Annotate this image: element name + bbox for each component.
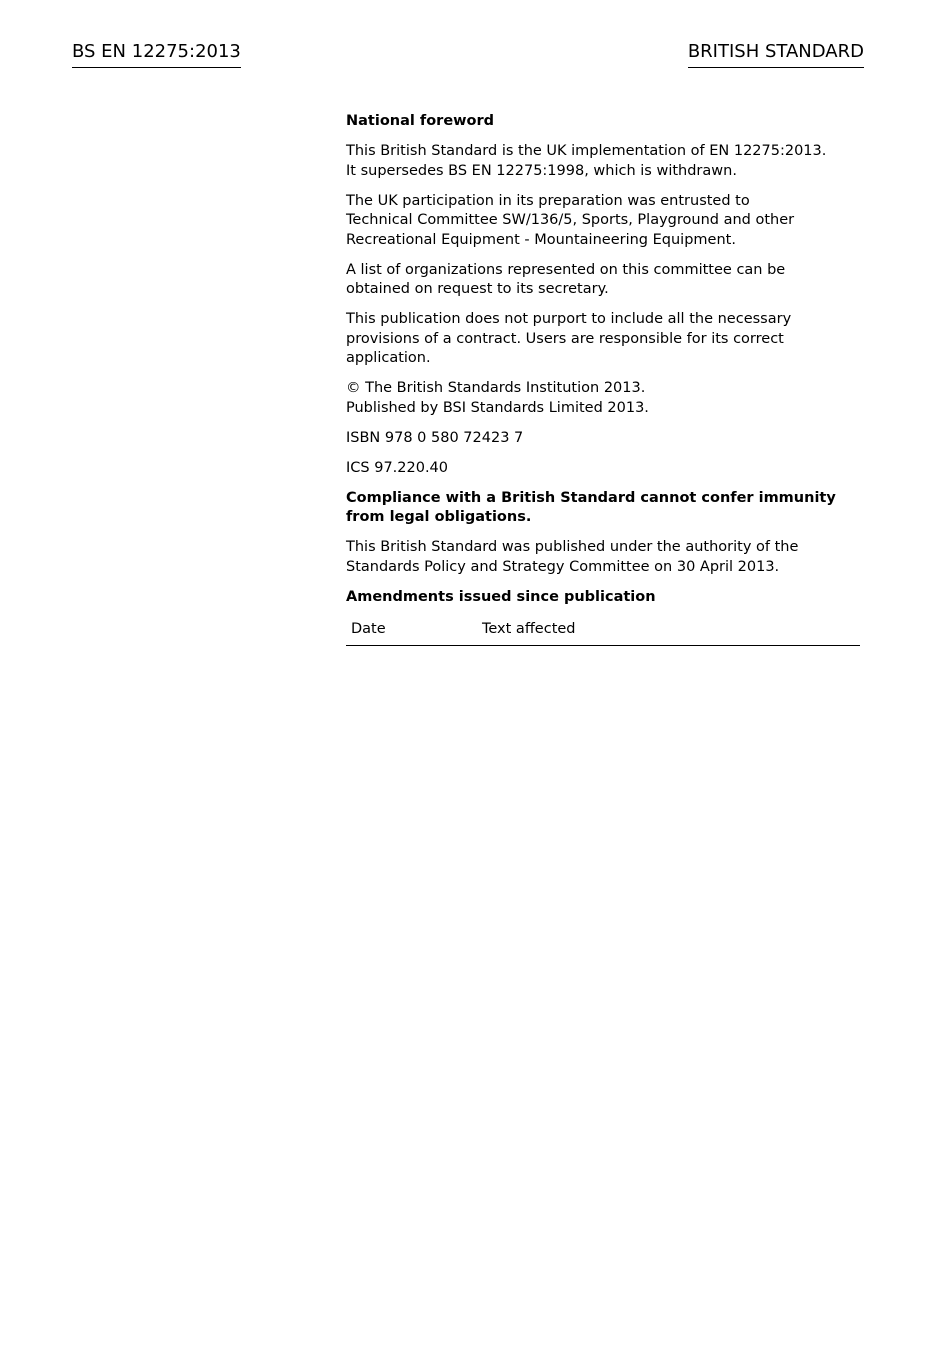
published-by-line: Published by BSI Standards Limited 2013. (346, 399, 649, 416)
contract-line: application. (346, 350, 431, 366)
compliance-statement (346, 489, 860, 528)
contract-line: provisions of a contract. Users are responsible for its correct (346, 330, 784, 347)
authority-paragraph (346, 538, 860, 577)
implementation-paragraph (346, 142, 860, 181)
ics: ICS 97.220.40 (346, 459, 449, 476)
contract-line: This publication does not purport to include all the necessary (346, 311, 792, 327)
participation-line: Recreational Equipment - Mountaineering Equipment. (346, 231, 736, 248)
foreword-title: National foreword (346, 113, 495, 129)
implementation-line: This British Standard is the UK implementation of EN 12275:2013. (346, 143, 827, 159)
copyright-paragraph (346, 379, 860, 418)
implementation-line: It supersedes BS EN 12275:1998, which is withdrawn. (346, 162, 737, 179)
amendments-header-row (346, 616, 860, 646)
organizations-line: A list of organizations represented on this committee can be (346, 261, 786, 278)
amendments-table (346, 616, 860, 647)
participation-paragraph (346, 192, 860, 251)
compliance-line: from legal obligations. (346, 509, 532, 525)
text-affected-column-header: Text affected (477, 616, 860, 646)
copyright-line: © The British Standards Institution 2013. (346, 380, 646, 396)
contract-paragraph (346, 310, 860, 369)
document-id-header: BS EN 12275:2013 (72, 40, 241, 68)
authority-line: Standards Policy and Strategy Committee on 30 April 2013. (346, 558, 780, 575)
date-column-header: Date (346, 616, 477, 646)
authority-line: This British Standard was published under the authority of the (346, 539, 799, 555)
organizations-paragraph (346, 261, 860, 300)
participation-line: Technical Committee SW/136/5, Sports, Playground and other (346, 212, 795, 228)
isbn: ISBN 978 0 580 72423 7 (346, 429, 524, 446)
amendments-title: Amendments issued since publication (346, 588, 656, 605)
participation-line: The UK participation in its preparation was entrusted to (346, 192, 750, 209)
national-foreword-section (346, 112, 860, 646)
compliance-line: Compliance with a British Standard cannot confer immunity (346, 489, 836, 506)
organizations-line: obtained on request to its secretary. (346, 281, 609, 297)
standard-type-header: BRITISH STANDARD (688, 40, 864, 68)
